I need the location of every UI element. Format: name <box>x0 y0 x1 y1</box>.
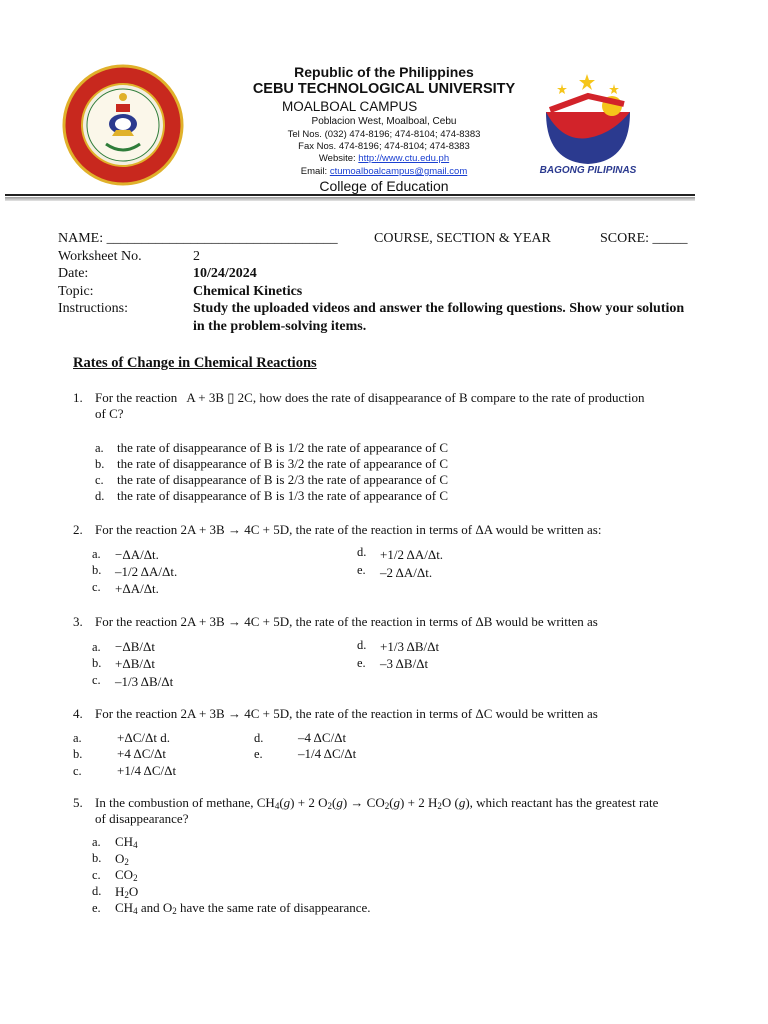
question-4-number: 4. <box>73 706 83 721</box>
header-divider-shadow <box>5 197 695 201</box>
q5-sub: 2 <box>384 801 390 811</box>
question-5-text <box>95 795 658 811</box>
q5-text-part: ), which reactant has the greatest rate <box>465 795 659 810</box>
q4-option-d-letter: d. <box>254 731 264 745</box>
question-1-text: For the reaction A + 3B ▯ 2C, how does the rate of disappearance of B compare to the rate of production <box>95 390 645 405</box>
college-name: College of Education <box>319 178 449 194</box>
q2-option-c[interactable]: +ΔA/Δt. <box>115 581 159 596</box>
q5e-post: and O <box>137 900 173 915</box>
q5-option-b[interactable] <box>115 851 129 867</box>
q2-option-e[interactable]: –2 ΔA/Δt. <box>380 565 433 580</box>
campus-address: Poblacion West, Moalboal, Cebu <box>311 116 457 127</box>
q4-option-c-letter: c. <box>73 764 82 778</box>
q3-option-b-letter: b. <box>92 656 102 670</box>
q3-option-d-letter: d. <box>357 638 367 652</box>
q5b-sub: 2 <box>124 857 129 867</box>
ctu-seal-logo <box>62 64 184 186</box>
q3-option-b[interactable]: +ΔB/Δt <box>115 656 155 671</box>
bagong-pilipinas-text: BAGONG PILIPINAS <box>539 165 637 176</box>
q1-option-b[interactable]: the rate of disappearance of B is 3/2 the rate of appearance of C <box>117 456 448 471</box>
email-label: Email: <box>300 166 330 177</box>
q5a-sub: 4 <box>133 840 138 850</box>
fax-numbers: Fax Nos. 474-8196; 474-8104; 474-8383 <box>298 141 470 152</box>
topic-label: Topic: <box>58 284 94 299</box>
q3-option-e-letter: e. <box>357 656 366 670</box>
instructions-text-line1: Study the uploaded videos and answer the following questions. Show your solution <box>193 301 685 316</box>
q4-option-a[interactable]: +ΔC/Δt d. <box>117 730 170 745</box>
question-5-text-cont: of disappearance? <box>95 811 189 826</box>
question-2-number: 2. <box>73 522 83 537</box>
q3-option-e[interactable]: –3 ΔB/Δt <box>380 656 429 671</box>
question-1-number: 1. <box>73 390 83 405</box>
score-label: SCORE: _____ <box>600 231 688 246</box>
header-divider <box>5 194 695 196</box>
q5-sub: 4 <box>274 801 280 811</box>
q5-option-e-letter: e. <box>92 901 101 915</box>
q5-phase: g <box>283 795 291 810</box>
name-field-label: NAME: _________________________________ <box>58 231 338 246</box>
instructions-text-line2: in the problem-solving items. <box>193 319 367 334</box>
q1-option-c[interactable]: the rate of disappearance of B is 2/3 the rate of appearance of C <box>117 472 448 487</box>
q3-option-c-letter: c. <box>92 673 101 687</box>
q5-text-part: ( <box>331 795 337 810</box>
q1-option-a-letter: a. <box>95 441 104 455</box>
q5-option-c[interactable] <box>115 867 138 883</box>
date-value: 10/24/2024 <box>193 266 257 281</box>
q2-option-a[interactable]: −ΔA/Δt. <box>115 547 159 562</box>
q4-option-e[interactable]: –1/4 ΔC/Δt <box>298 746 357 761</box>
telephone-numbers: Tel Nos. (032) 474-8196; 474-8104; 474-8383 <box>287 129 481 140</box>
website-link[interactable]: http://www.ctu.edu.ph <box>358 153 450 164</box>
q5-text-part: ( <box>279 795 284 810</box>
q1-option-d-letter: d. <box>95 489 105 503</box>
q2-option-b-letter: b. <box>92 563 102 577</box>
website-line <box>180 153 588 164</box>
q5-option-a-letter: a. <box>92 835 101 849</box>
question-1-text-cont: of C? <box>95 406 124 421</box>
q5-phase: g <box>336 795 343 810</box>
q3-option-d[interactable]: +1/3 ΔB/Δt <box>380 639 440 654</box>
q2-option-e-letter: e. <box>357 563 366 577</box>
worksheet-value: 2 <box>193 249 200 264</box>
q5e-post2: have the same rate of disappearance. <box>176 900 371 915</box>
q2-option-b[interactable]: –1/2 ΔA/Δt. <box>115 564 178 579</box>
q5-option-d[interactable] <box>115 884 138 900</box>
q5-text-part: In the combustion of methane, CH <box>95 795 275 810</box>
q3-option-c[interactable]: –1/3 ΔB/Δt <box>115 674 174 689</box>
q5-phase: g <box>458 795 466 810</box>
email-line <box>180 166 588 177</box>
email-link[interactable]: ctumoalboalcampus@gmail.com <box>329 166 468 177</box>
q5d-post: O <box>128 884 139 899</box>
q5d-pre: H <box>115 884 125 899</box>
republic-line: Republic of the Philippines <box>294 64 474 80</box>
question-3-number: 3. <box>73 614 83 629</box>
q5b-pre: O <box>115 851 125 866</box>
q4-option-b[interactable]: +4 ΔC/Δt <box>117 746 166 761</box>
q5e-pre: CH <box>115 900 134 915</box>
q5c-sub: 2 <box>133 873 138 883</box>
q2-option-a-letter: a. <box>92 547 101 561</box>
q5-option-c-letter: c. <box>92 868 101 882</box>
q4-option-d[interactable]: –4 ΔC/Δt <box>298 730 347 745</box>
question-4-text: For the reaction 2A + 3B → 4C + 5D, the rate of the reaction in terms of ΔC would be written as <box>95 706 598 721</box>
q5-text-part: ) → CO <box>342 795 385 810</box>
q5-text-part: ) + 2 O <box>290 795 328 810</box>
q3-option-a[interactable]: −ΔB/Δt <box>115 639 155 654</box>
q2-option-d-letter: d. <box>357 545 367 559</box>
question-2-text: For the reaction 2A + 3B → 4C + 5D, the rate of the reaction in terms of ΔA would be written as: <box>95 522 602 537</box>
q5-option-a[interactable] <box>115 834 138 850</box>
q5-option-e[interactable] <box>115 900 371 916</box>
q2-option-d[interactable]: +1/2 ΔA/Δt. <box>380 547 444 562</box>
worksheet-label: Worksheet No. <box>58 249 142 264</box>
q5-text-part: ) + 2 H <box>400 795 438 810</box>
q5-text-part: O ( <box>441 795 459 810</box>
campus-name: MOALBOAL CAMPUS <box>282 99 418 114</box>
q4-option-a-letter: a. <box>73 731 82 745</box>
q1-option-d[interactable]: the rate of disappearance of B is 1/3 the rate of appearance of C <box>117 488 448 503</box>
q4-option-c[interactable]: +1/4 ΔC/Δt <box>117 763 177 778</box>
q5-sub: 2 <box>437 801 442 811</box>
q4-option-e-letter: e. <box>254 747 263 761</box>
q5a-pre: CH <box>115 834 134 849</box>
q1-option-a[interactable]: the rate of disappearance of B is 1/2 the rate of appearance of C <box>117 440 448 455</box>
question-3-text: For the reaction 2A + 3B → 4C + 5D, the rate of the reaction in terms of ΔB would be written as <box>95 614 598 629</box>
university-name: CEBU TECHNOLOGICAL UNIVERSITY <box>252 81 516 97</box>
q3-option-a-letter: a. <box>92 640 101 654</box>
q5-phase: g <box>393 795 401 810</box>
instructions-label: Instructions: <box>58 301 128 316</box>
q4-option-b-letter: b. <box>73 747 83 761</box>
q5e-sub2: 2 <box>172 906 177 916</box>
q5c-pre: CO <box>115 867 134 882</box>
website-label: Website: <box>318 153 359 164</box>
q5d-sub: 2 <box>124 890 129 900</box>
section-title: Rates of Change in Chemical Reactions <box>73 355 317 371</box>
q5-sub: 2 <box>327 801 332 811</box>
q5e-sub: 4 <box>133 906 138 916</box>
q2-option-c-letter: c. <box>92 580 101 594</box>
course-section-year-label: COURSE, SECTION & YEAR <box>374 231 551 246</box>
topic-value: Chemical Kinetics <box>193 284 303 299</box>
q5-text-part: ( <box>389 795 394 810</box>
q5-option-b-letter: b. <box>92 851 102 865</box>
date-label: Date: <box>58 266 89 281</box>
question-5-number: 5. <box>73 795 83 810</box>
q5-option-d-letter: d. <box>92 884 102 898</box>
q1-option-b-letter: b. <box>95 457 105 471</box>
q1-option-c-letter: c. <box>95 473 104 487</box>
